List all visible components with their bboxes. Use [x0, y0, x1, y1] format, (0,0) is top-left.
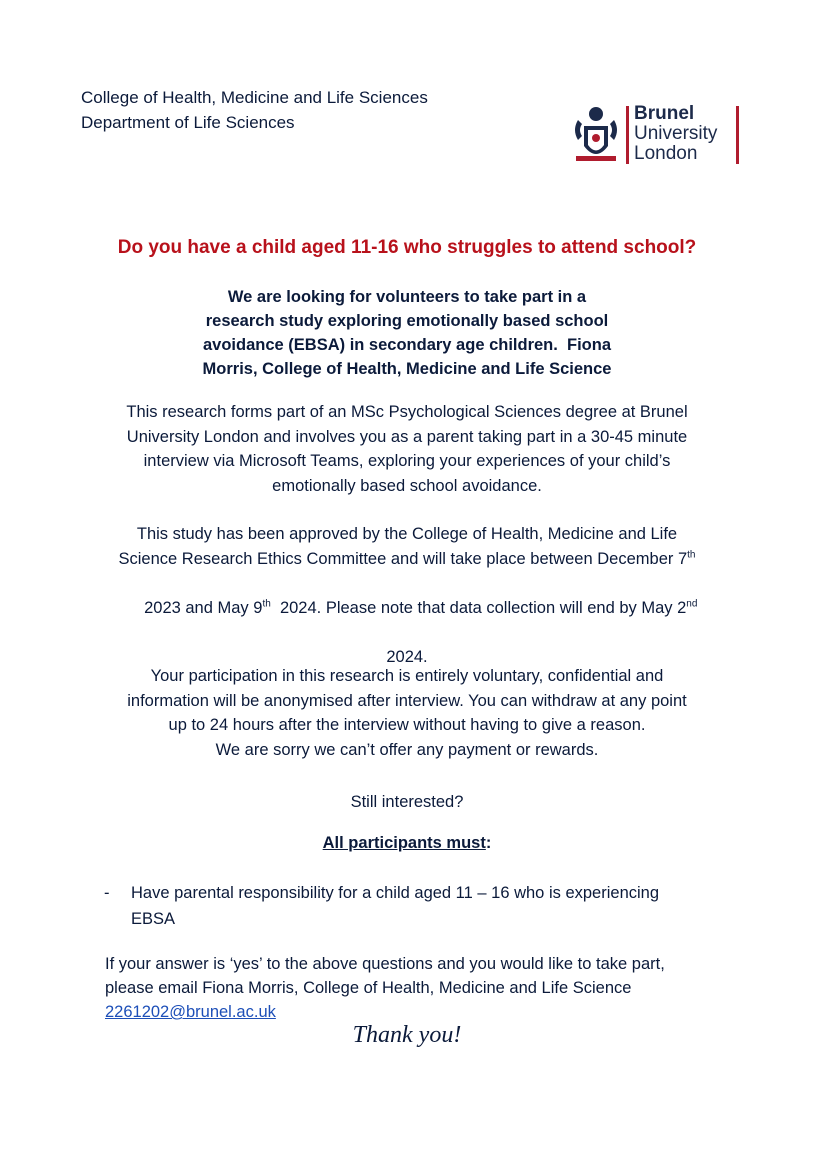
paragraph-text: 2024. Please note that data collection will end by May 2 — [270, 598, 687, 617]
contact-line: If your answer is ‘yes’ to the above questions and you would like to take part, — [105, 955, 665, 973]
subheading — [190, 285, 624, 381]
participation-info — [80, 664, 734, 762]
paragraph-line: This study has been approved by the College of Health, Medicine and Life — [136, 525, 678, 543]
email-link[interactable]: 2261202@brunel.ac.uk — [105, 1003, 276, 1021]
crest-icon — [568, 100, 624, 170]
thank-you: Thank you! — [352, 1022, 462, 1048]
paragraph-line: emotionally based school avoidance. — [272, 476, 542, 495]
brunel-logo — [568, 100, 744, 170]
logo-line-london: London — [634, 143, 698, 164]
paragraph-line: This research forms part of an MSc Psychological Sciences degree at Brunel — [126, 403, 688, 421]
subheading-line: avoidance (EBSA) in secondary age children. Fiona — [202, 336, 612, 354]
bullet-marker: - — [104, 884, 110, 902]
paragraph-line — [80, 547, 734, 572]
subheading-line: We are looking for volunteers to take part in a — [227, 288, 587, 306]
subheading-line: Morris, College of Health, Medicine and Life Science — [202, 360, 612, 378]
paragraph-text: Science Research Ethics Committee and will take place between December 7 — [118, 549, 688, 568]
ethics-approval — [80, 522, 734, 669]
logo-line-brunel: Brunel — [634, 103, 695, 124]
still-interested: Still interested? — [350, 793, 464, 811]
logo-right-rule — [736, 106, 739, 164]
requirements-heading-colon: : — [485, 834, 492, 852]
paragraph-text: 2023 and May 9 — [144, 598, 263, 617]
header-affiliation — [81, 85, 428, 135]
paragraph-line: We are sorry we can’t offer any payment or rewards. — [215, 740, 599, 759]
study-description — [80, 400, 734, 498]
requirement-text — [131, 880, 731, 932]
requirements-heading-text: All participants must — [322, 834, 486, 852]
ordinal-suffix: nd — [686, 598, 698, 609]
headline: Do you have a child aged 11-16 who struggles to attend school? — [117, 237, 697, 258]
requirement-line: Have parental responsibility for a child aged 11 – 16 who is experiencing — [131, 884, 660, 902]
requirement-line: EBSA — [131, 910, 176, 928]
paragraph-line: 2024. — [386, 647, 428, 666]
requirements-heading — [0, 834, 814, 853]
paragraph-line: interview via Microsoft Teams, exploring your experiences of your child’s — [143, 452, 671, 470]
contact-line: please email Fiona Morris, College of Health, Medicine and Life Science — [105, 979, 632, 997]
paragraph-line: Your participation in this research is entirely voluntary, confidential and — [150, 667, 664, 685]
logo-wordmark — [634, 104, 717, 164]
ordinal-suffix: th — [687, 549, 696, 560]
paragraph-line: University London and involves you as a parent taking part in a 30-45 minute — [126, 427, 688, 446]
contact-info — [105, 952, 745, 1024]
department-name: Department of Life Sciences — [81, 113, 295, 132]
paragraph-line — [80, 571, 734, 645]
ordinal-suffix: th — [262, 598, 271, 609]
college-name: College of Health, Medicine and Life Sciences — [81, 88, 428, 107]
paragraph-line: information will be anonymised after interview. You can withdraw at any point — [127, 691, 687, 710]
paragraph-line: up to 24 hours after the interview without having to give a reason. — [168, 716, 646, 734]
logo-divider — [626, 106, 629, 164]
logo-line-university: University — [634, 123, 718, 144]
subheading-line: research study exploring emotionally based school — [205, 312, 609, 330]
